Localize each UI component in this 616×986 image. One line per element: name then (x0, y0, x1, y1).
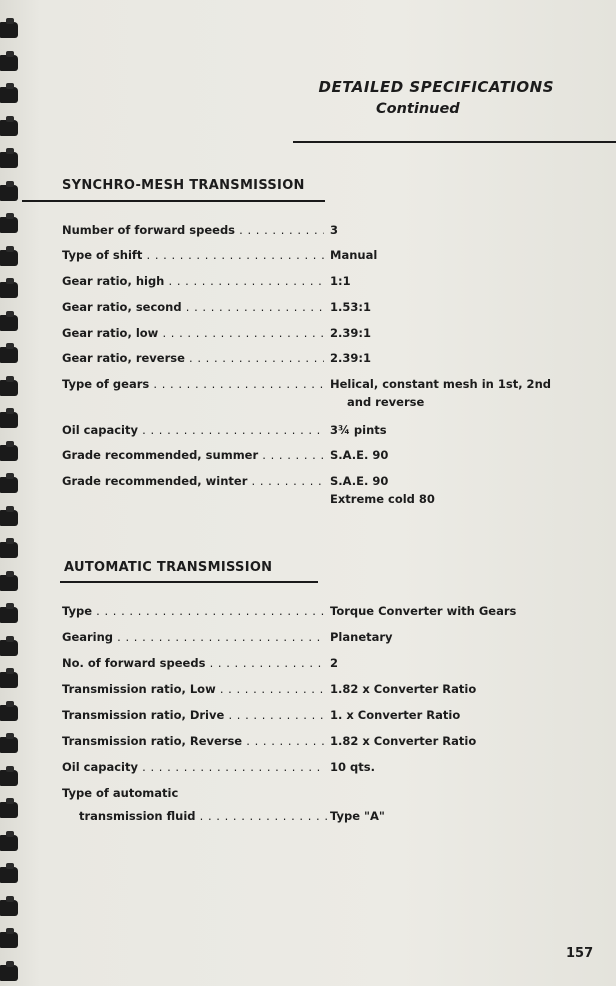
binding-ring (0, 607, 18, 623)
page-title: DETAILED SPECIFICATIONS (318, 78, 554, 96)
binding-ring (0, 347, 18, 363)
binding-ring (0, 705, 18, 721)
binding-ring (0, 120, 18, 136)
spec-value: 2.39:1 (330, 326, 371, 340)
binding-ring (0, 770, 18, 786)
spec-label: Type of automatic (62, 786, 179, 800)
binding-ring (0, 672, 18, 688)
binding-ring (0, 185, 18, 201)
spec-value: 1. x Converter Ratio (330, 708, 461, 722)
spec-label: Type . . . (62, 601, 324, 621)
synchro-rule (22, 200, 325, 202)
spec-value: S.A.E. 90 (330, 474, 389, 488)
binding-ring (0, 477, 18, 493)
spec-label: Transmission ratio, Low . . . (62, 679, 324, 699)
spec-value: 3¾ pints (330, 423, 387, 437)
spec-label: Gear ratio, second . . . (62, 297, 324, 317)
spec-value: S.A.E. 90 (330, 448, 389, 462)
binding-ring (0, 965, 18, 981)
binding-ring (0, 835, 18, 851)
spec-value: 10 qts. (330, 760, 375, 774)
binding-ring (0, 510, 18, 526)
binding-ring (0, 802, 18, 818)
spec-label: Number of forward speeds . . . (62, 220, 324, 240)
spec-value-cont: and reverse (347, 395, 425, 409)
spec-value: 2.39:1 (330, 351, 371, 365)
spec-label: Transmission ratio, Drive . . . (62, 705, 324, 725)
binding-ring (0, 640, 18, 656)
title-rule (293, 141, 616, 143)
binding-ring (0, 445, 18, 461)
binding-ring (0, 152, 18, 168)
spec-label: Transmission ratio, Reverse . . . (62, 731, 324, 751)
spec-label: Type of shift . . . (62, 245, 324, 265)
spec-value: 2 (330, 656, 339, 670)
spec-value-cont: Extreme cold 80 (330, 492, 435, 506)
binding-ring (0, 315, 18, 331)
binding-ring (0, 282, 18, 298)
spec-value: 1.82 x Converter Ratio (330, 682, 477, 696)
spec-label: No. of forward speeds . . . (62, 653, 324, 673)
binding-ring (0, 412, 18, 428)
spec-value: Manual (330, 248, 378, 262)
spec-value: 3 (330, 223, 339, 237)
spec-label: Oil capacity . . . (62, 757, 324, 777)
spec-label: Oil capacity . . . (62, 420, 324, 440)
spec-value: 1:1 (330, 274, 351, 288)
binding-ring (0, 87, 18, 103)
spec-label: Type of gears . . . (62, 374, 324, 394)
spec-label: Grade recommended, winter . . . (62, 471, 324, 491)
spec-value: 1.53:1 (330, 300, 371, 314)
binding-ring (0, 932, 18, 948)
automatic-heading: AUTOMATIC TRANSMISSION (64, 560, 273, 575)
spec-value: Helical, constant mesh in 1st, 2nd (330, 377, 551, 391)
spec-value: Planetary (330, 630, 393, 644)
spec-label: Gear ratio, high . . . (62, 271, 324, 291)
spec-label: Gearing . . . (62, 627, 324, 647)
binding-ring (0, 737, 18, 753)
page-number: 157 (566, 946, 594, 961)
spec-value: Type "A" (330, 809, 385, 823)
spec-label: Gear ratio, low . . . (62, 323, 324, 343)
spec-value: Torque Converter with Gears (330, 604, 517, 618)
page-subtitle: Continued (376, 101, 460, 117)
binding-ring (0, 217, 18, 233)
synchro-heading: SYNCHRO-MESH TRANSMISSION (62, 178, 305, 193)
automatic-rule (60, 581, 318, 583)
spec-label: Grade recommended, summer . . . (62, 445, 324, 465)
binding-ring (0, 380, 18, 396)
spec-label-cont: transmission fluid . . . (62, 806, 341, 826)
binding-ring (0, 575, 18, 591)
binding-ring (0, 250, 18, 266)
spec-label: Gear ratio, reverse . . . (62, 348, 324, 368)
binding-ring (0, 542, 18, 558)
binding-ring (0, 900, 18, 916)
binding-ring (0, 867, 18, 883)
binding-ring (0, 55, 18, 71)
spec-value: 1.82 x Converter Ratio (330, 734, 477, 748)
binding-ring (0, 22, 18, 38)
